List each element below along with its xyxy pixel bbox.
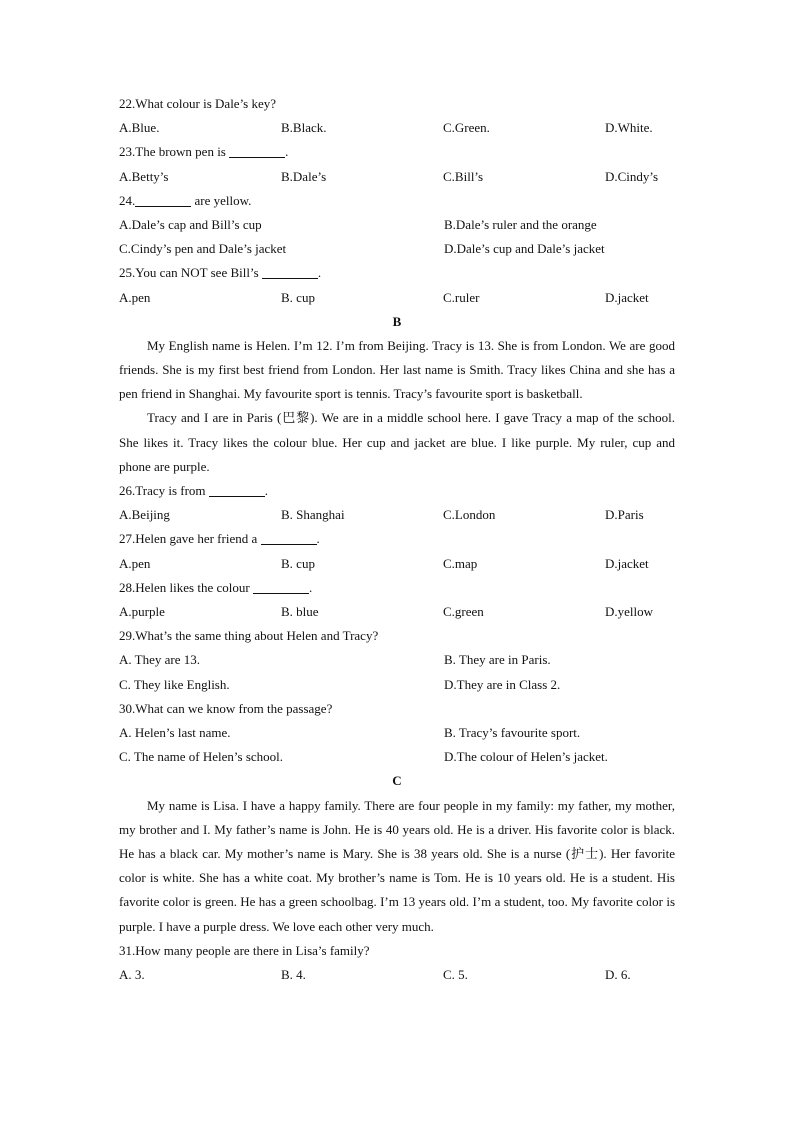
option-b[interactable]: B. Shanghai [281,507,345,523]
option-b[interactable]: B.Black. [281,120,327,136]
reading-passage-c [119,794,675,939]
answer-blank[interactable] [253,579,309,594]
option-d[interactable]: D.The colour of Helen’s jacket. [444,749,608,765]
option-c[interactable]: C.Green. [443,120,490,136]
option-a[interactable]: A.purple [119,604,165,620]
option-a[interactable]: A.Beijing [119,507,170,523]
question-30-options-row2 [119,745,675,769]
question-23-options [119,165,675,189]
option-a[interactable]: A.Betty’s [119,168,169,184]
option-d[interactable]: D. 6. [605,966,631,982]
question-29-options-row2 [119,673,675,697]
option-b[interactable]: B. blue [281,604,319,620]
answer-blank[interactable] [229,143,285,158]
option-c[interactable]: C.Bill’s [443,168,484,184]
option-a[interactable]: A. They are 13. [119,652,200,668]
option-d[interactable]: D.They are in Class 2. [444,676,561,692]
section-heading-b: B [392,313,402,329]
option-d[interactable]: D.White. [605,120,653,136]
option-c[interactable]: C.map [443,555,478,571]
passage-paragraph: My name is Lisa. I have a happy family. There are four people in my family: my father, my mother, my brother and I. My father’s name is John. He is 40 years old. He is a driver. His favorite color is black. He has a black car. My mother’s name is Mary. She is 38 years old. She is a nurse (护士). Her favorite color is white. She has a white coat. My brother’s name is Tom. He is 10 years old. He is a student. His favorite color is green. He has a green schoolbag. I’m 13 years old. I’m a student, too. My favorite color is purple. I have a purple dress. We love each other very much. [119,797,675,934]
option-d[interactable]: D.Dale’s cup and Dale’s jacket [444,241,605,257]
question-25: 25.You can NOT see Bill’s . [119,265,322,281]
question-26: 26.Tracy is from . [119,483,269,499]
option-d[interactable]: D.Cindy’s [605,168,659,184]
question-27: 27.Helen gave her friend a . [119,531,320,547]
question-24-options-row1 [119,213,675,237]
question-23: 23.The brown pen is . [119,144,289,160]
option-a[interactable]: A.pen [119,555,151,571]
option-a[interactable]: A. Helen’s last name. [119,724,231,740]
option-d[interactable]: D.jacket [605,289,649,305]
option-d[interactable]: D.yellow [605,604,654,620]
question-29: 29.What’s the same thing about Helen and Tracy? [119,628,379,644]
answer-blank[interactable] [261,530,317,545]
worksheet-page [119,92,675,987]
question-31: 31.How many people are there in Lisa’s family? [119,942,370,958]
section-heading-c: C [392,773,402,789]
option-b[interactable]: B. Tracy’s favourite sport. [444,724,581,740]
answer-blank[interactable] [209,482,265,497]
question-24-options-row2 [119,237,675,261]
question-25-options [119,286,675,310]
option-b[interactable]: B. 4. [281,966,306,982]
option-b[interactable]: B.Dale’s [281,168,327,184]
option-c[interactable]: C. They like English. [119,676,230,692]
option-a[interactable]: A.Dale’s cap and Bill’s cup [119,216,262,232]
option-c[interactable]: C.Cindy’s pen and Dale’s jacket [119,241,287,257]
option-c[interactable]: C. The name of Helen’s school. [119,749,284,765]
question-22: 22.What colour is Dale’s key? [119,96,277,111]
question-31-options [119,963,675,987]
option-c[interactable]: C.London [443,507,496,523]
question-22-options [119,116,675,140]
option-c[interactable]: C.ruler [443,289,480,305]
reading-passage-b [119,334,675,479]
answer-blank[interactable] [135,192,191,207]
option-d[interactable]: D.jacket [605,555,649,571]
option-a[interactable]: A.Blue. [119,120,160,136]
option-b[interactable]: B. cup [281,555,315,571]
option-b[interactable]: B. They are in Paris. [444,652,551,668]
option-b[interactable]: B. cup [281,289,315,305]
question-24: 24. are yellow. [119,192,252,208]
answer-blank[interactable] [262,264,318,279]
option-c[interactable]: C. 5. [443,966,468,982]
question-30-options-row1 [119,721,675,745]
option-c[interactable]: C.green [443,604,484,620]
option-d[interactable]: D.Paris [605,507,644,523]
question-30: 30.What can we know from the passage? [119,700,333,716]
question-28-options [119,600,675,624]
option-b[interactable]: B.Dale’s ruler and the orange [444,216,597,232]
question-29-options-row1 [119,648,675,672]
passage-paragraph: Tracy and I are in Paris (巴黎). We are in a middle school here. I gave Tracy a map of the school. She likes it. Tracy likes the colour blue. Her cup and jacket are blue. I like purple. My ruler, cup and phone are purple. [119,410,675,474]
question-26-options [119,503,675,527]
passage-paragraph: My English name is Helen. I’m 12. I’m from Beijing. Tracy is 13. She is from London. We are good friends. She is my first best friend from London. Her last name is Smith. Tracy likes China and she has a pen friend in Shanghai. My favourite sport is tennis. Tracy’s favourite sport is basketball. [119,337,675,402]
question-28: 28.Helen likes the colour . [119,579,313,595]
option-a[interactable]: A. 3. [119,966,145,982]
option-a[interactable]: A.pen [119,289,151,305]
question-27-options [119,552,675,576]
